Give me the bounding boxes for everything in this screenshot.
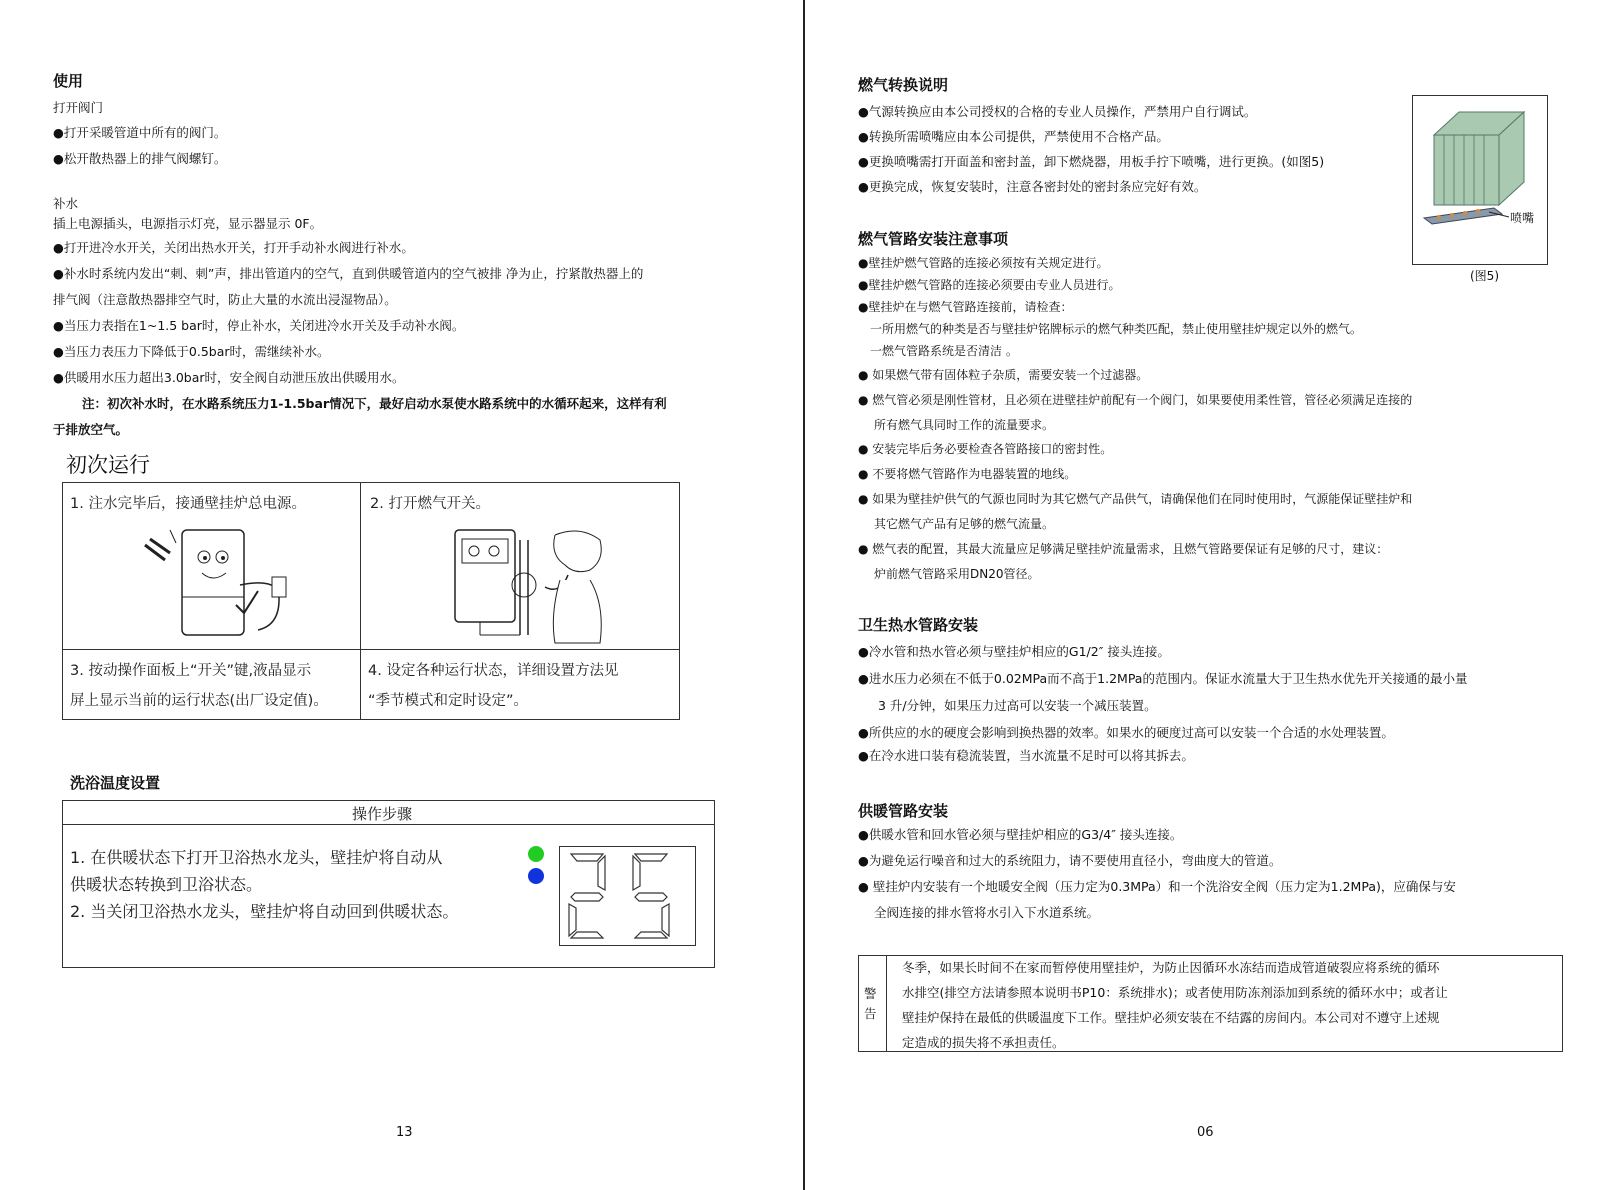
gas-pipe-line: ● 如果燃气带有固体粒子杂质，需要安装一个过滤器。 [858,368,1149,382]
gas-pipe-line: 其它燃气产品有足够的燃气流量。 [874,517,1055,531]
gas-pipe-line: 所有燃气具同时工作的流量要求。 [874,418,1055,432]
fill-water-title: 补水 [53,196,79,211]
hot-water-pipe-line: ●在冷水进口装有稳流装置，当水流量不足时可以将其拆去。 [858,748,1194,763]
fill-water-line: 排气阀（注意散热器排空气时，防止大量的水流出浸湿物品）。 [53,292,397,307]
heating-pipe-line: ● 壁挂炉内安装有一个地暖安全阀（压力定为0.3MPa）和一个洗浴安全阀（压力定为1.2MPa)，应确保与安 [858,879,1456,894]
warning-line: 水排空(排空方法请参照本说明书P10：系统排水)；或者使用防冻剂添加到系统的循环水中；或者让 [902,985,1448,1000]
hot-water-pipe-line: ●进水压力必须在不低于0.02MPa而不高于1.2MPa的范围内。保证水流量大于卫生热水优先开关接通的最小量 [858,671,1468,686]
gas-pipe-title: 燃气管路安装注意事项 [858,230,1009,248]
open-valve-item: ●打开采暖管道中所有的阀门。 [53,125,227,140]
gas-pipe-line: ● 如果为壁挂炉供气的气源也同时为其它燃气产品供气，请确保他们在同时使用时，气源能保证壁挂炉和 [858,492,1413,506]
gas-conversion-item: ●更换喷嘴需打开面盖和密封盖，卸下燃烧器，用板手拧下喷嘴，进行更换。(如图5) [858,154,1325,169]
fill-water-note: 注：初次补水时，在水路系统压力1-1.5bar情况下，最好启动水泵使水路系统中的水循环起来，这样有利 [82,396,667,411]
gas-pipe-line: 一所用燃气的种类是否与壁挂炉铭牌标示的燃气种类匹配，禁止使用壁挂炉规定以外的燃气。 [870,322,1363,336]
gas-pipe-line: ● 安装完毕后务必要检查各管路接口的密封性。 [858,442,1113,456]
fill-water-note: 于排放空气。 [53,422,129,437]
heating-pipe-line: ●为避免运行噪音和过大的系统阻力，请不要使用直径小，弯曲度大的管道。 [858,853,1282,868]
page-divider [803,0,805,1190]
first-run-step-3: 屏上显示当前的运行状态(出厂设定值)。 [70,693,328,709]
warning-line: 定造成的损失将不承担责任。 [902,1035,1065,1050]
boiler-power-illustration [140,525,320,645]
gas-pipe-line: 炉前燃气管路采用DN20管径。 [874,567,1040,581]
gas-pipe-line: ●壁挂炉燃气管路的连接必须要由专业人员进行。 [858,278,1121,292]
heating-pipe-line: ●供暖水管和回水管必须与壁挂炉相应的G3/4″ 接头连接。 [858,827,1183,842]
open-valve-title: 打开阀门 [53,100,104,115]
bath-temp-step: 2. 当关闭卫浴热水龙头，壁挂炉将自动回到供暖状态。 [70,902,459,921]
fill-water-line: ●当压力表压力下降低于0.5bar时，需继续补水。 [53,344,330,359]
gas-pipe-line: ● 燃气管必须是刚性管材，且必须在进壁挂炉前配有一个阀门，如果要使用柔性管，管径必须满足连接的 [858,393,1413,407]
warning-label: 告 [864,1006,877,1021]
first-run-step-2: 2. 打开燃气开关。 [370,496,490,512]
open-valve-item: ●松开散热器上的排气阀螺钉。 [53,151,227,166]
hot-water-pipe-line: ●所供应的水的硬度会影响到换热器的效率。如果水的硬度过高可以安装一个合适的水处理装置。 [858,725,1394,740]
hot-water-pipe-line: 3 升/分钟，如果压力过高可以安装一个减压装置。 [878,698,1157,713]
first-run-step-4: 4. 设定各种运行状态，详细设置方法见 [368,663,619,679]
green-indicator-led [528,846,544,862]
fill-water-line: ●供暖用水压力超出3.0bar时，安全阀自动泄压放出供暖用水。 [53,370,405,385]
first-run-step-1: 1. 注水完毕后，接通壁挂炉总电源。 [70,496,306,512]
hot-water-pipe-line: ●冷水管和热水管必须与壁挂炉相应的G1/2″ 接头连接。 [858,644,1170,659]
bath-temp-step: 1. 在供暖状态下打开卫浴热水龙头，壁挂炉将自动从 [70,848,443,867]
gas-pipe-line: ●壁挂炉在与燃气管路连接前，请检查： [858,300,1073,314]
gas-pipe-line: ● 不要将燃气管路作为电器装置的地线。 [858,467,1077,481]
gas-pipe-line: ●壁挂炉燃气管路的连接必须按有关规定进行。 [858,256,1109,270]
fill-water-line: ●补水时系统内发出“刺、刺”声，排出管道内的空气，直到供暖管道内的空气被排 净为止，拧紧散热器上的 [53,266,644,281]
gas-pipe-line: 一燃气管路系统是否清洁 。 [870,344,1018,358]
warning-label: 警 [864,986,877,1001]
warning-line: 壁挂炉保持在最低的供暖温度下工作。壁挂炉必须安装在不结露的房间内。本公司对不遵守上述规 [902,1010,1440,1025]
bath-temp-title: 洗浴温度设置 [70,774,161,792]
gas-conversion-item: ●转换所需喷嘴应由本公司提供，严禁使用不合格产品。 [858,129,1169,144]
warning-line: 冬季，如果长时间不在家而暂停使用壁挂炉，为防止因循环水冻结而造成管道破裂应将系统的循环 [902,960,1440,975]
figure-5-caption: (图5) [1470,269,1499,283]
blue-indicator-led [528,868,544,884]
burner-nozzle-figure [1414,100,1546,260]
fill-water-line: ●当压力表指在1~1.5 bar时，停止补水，关闭进冷水开关及手动补水阀。 [53,318,465,333]
figure-5-nozzle-label: 喷嘴 [1510,211,1535,225]
page-number-left: 13 [396,1125,413,1140]
first-run-step-4: “季节模式和定时设定”。 [368,693,529,709]
page-number-right: 06 [1197,1125,1214,1140]
bath-temp-step: 供暖状态转换到卫浴状态。 [70,875,263,894]
fill-water-intro: 插上电源插头，电源指示灯亮，显示器显示 0F。 [53,216,323,231]
first-run-title: 初次运行 [66,453,150,477]
first-run-step-3: 3. 按动操作面板上“开关”键,液晶显示 [70,663,312,679]
hot-water-pipe-title: 卫生热水管路安装 [858,616,979,634]
fill-water-line: ●打开进冷水开关，关闭出热水开关，打开手动补水阀进行补水。 [53,240,414,255]
gas-conversion-item: ●气源转换应由本公司授权的合格的专业人员操作，严禁用户自行调试。 [858,104,1257,119]
gas-pipe-line: ● 燃气表的配置，其最大流量应足够满足壁挂炉流量需求，且燃气管路要保证有足够的尺寸，建议： [858,542,1389,556]
gas-switch-illustration [450,525,620,645]
usage-title: 使用 [53,72,84,90]
heating-pipe-title: 供暖管路安装 [858,802,949,820]
heating-pipe-line: 全阀连接的排水管将水引入下水道系统。 [874,905,1100,920]
gas-conversion-item: ●更换完成，恢复安装时，注意各密封处的密封条应完好有效。 [858,179,1207,194]
gas-conversion-title: 燃气转换说明 [858,76,949,94]
lcd-temperature-display [559,846,696,946]
bath-temp-table-header: 操作步骤 [352,805,413,823]
